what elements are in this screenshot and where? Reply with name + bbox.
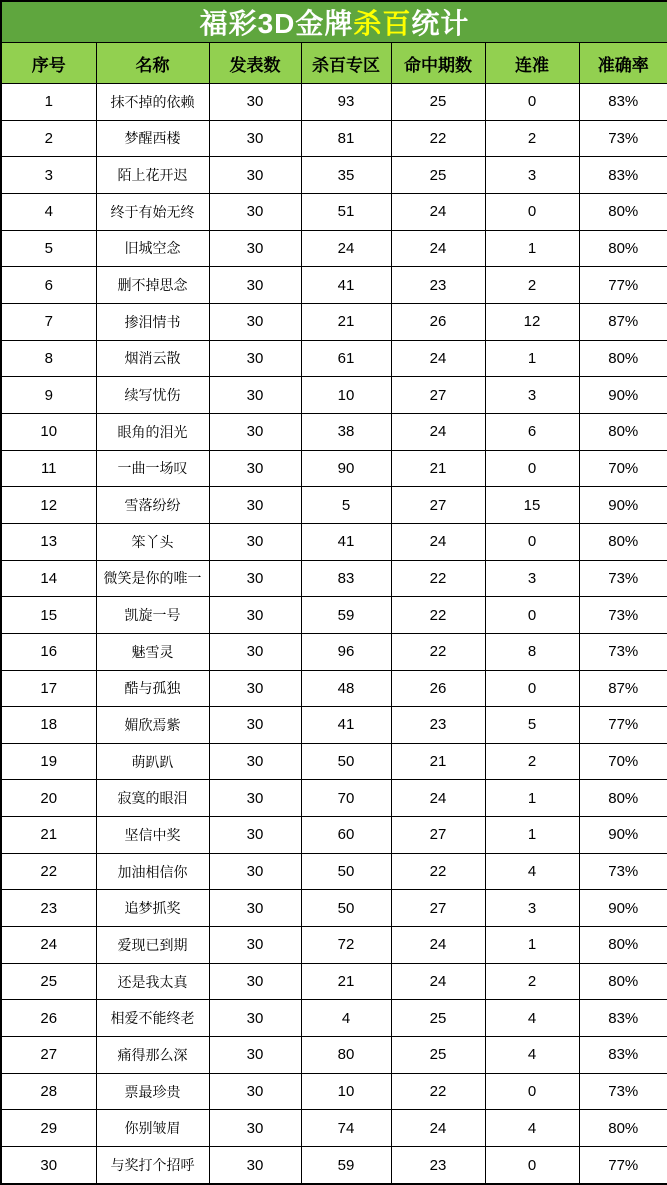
value-cell: 87% [579,303,667,340]
value-cell: 1 [485,340,579,377]
column-header-2: 发表数 [209,43,301,84]
title-prefix: 福彩3D金牌 [199,8,354,39]
value-cell: 90% [579,817,667,854]
value-cell: 30 [209,560,301,597]
value-cell: 70% [579,743,667,780]
value-cell: 4 [1,193,96,230]
value-cell: 30 [209,743,301,780]
table-row [1,450,667,487]
value-cell: 60 [301,817,391,854]
value-cell: 90 [301,450,391,487]
value-cell: 5 [485,707,579,744]
value-cell: 80% [579,780,667,817]
value-cell: 30 [209,597,301,634]
value-cell: 2 [485,963,579,1000]
value-cell: 4 [485,853,579,890]
value-cell: 27 [391,817,485,854]
value-cell: 21 [1,817,96,854]
value-cell: 24 [391,193,485,230]
column-header-4: 命中期数 [391,43,485,84]
value-cell: 30 [209,377,301,414]
value-cell: 12 [1,487,96,524]
value-cell: 83% [579,84,667,121]
table-row [1,780,667,817]
name-cell: 相爱不能终老 [96,1000,209,1037]
table-row [1,377,667,414]
table-row [1,597,667,634]
value-cell: 30 [209,890,301,927]
value-cell: 1 [485,230,579,267]
value-cell: 83 [301,560,391,597]
value-cell: 96 [301,633,391,670]
value-cell: 30 [209,523,301,560]
column-header-6: 准确率 [579,43,667,84]
value-cell: 4 [301,1000,391,1037]
value-cell: 48 [301,670,391,707]
value-cell: 1 [485,817,579,854]
value-cell: 30 [209,853,301,890]
name-cell: 票最珍贵 [96,1073,209,1110]
value-cell: 30 [209,340,301,377]
table-row [1,1037,667,1074]
value-cell: 30 [209,267,301,304]
name-cell: 痛得那么深 [96,1037,209,1074]
value-cell: 35 [301,157,391,194]
column-header-5: 连准 [485,43,579,84]
name-cell: 抹不掉的依赖 [96,84,209,121]
value-cell: 70 [301,780,391,817]
value-cell: 25 [391,157,485,194]
value-cell: 22 [391,1073,485,1110]
table-row [1,633,667,670]
table-row [1,157,667,194]
table-row [1,560,667,597]
table-row [1,707,667,744]
value-cell: 80% [579,193,667,230]
value-cell: 0 [485,193,579,230]
value-cell: 8 [1,340,96,377]
value-cell: 24 [391,780,485,817]
value-cell: 9 [1,377,96,414]
value-cell: 8 [485,633,579,670]
table-row [1,193,667,230]
value-cell: 90% [579,487,667,524]
value-cell: 30 [209,1000,301,1037]
name-cell: 笨丫头 [96,523,209,560]
value-cell: 41 [301,523,391,560]
value-cell: 81 [301,120,391,157]
value-cell: 13 [1,523,96,560]
value-cell: 26 [391,670,485,707]
value-cell: 30 [209,157,301,194]
value-cell: 30 [209,927,301,964]
value-cell: 25 [391,84,485,121]
value-cell: 22 [391,120,485,157]
value-cell: 50 [301,853,391,890]
value-cell: 30 [209,1147,301,1184]
value-cell: 73% [579,120,667,157]
value-cell: 77% [579,267,667,304]
table-row [1,890,667,927]
table-title-row [1,1,667,43]
value-cell: 27 [391,890,485,927]
value-cell: 15 [1,597,96,634]
value-cell: 83% [579,1000,667,1037]
value-cell: 23 [1,890,96,927]
value-cell: 30 [209,450,301,487]
value-cell: 2 [485,743,579,780]
value-cell: 59 [301,1147,391,1184]
name-cell: 爱现已到期 [96,927,209,964]
name-cell: 坚信中奖 [96,817,209,854]
value-cell: 80% [579,927,667,964]
value-cell: 74 [301,1110,391,1147]
value-cell: 10 [301,1073,391,1110]
value-cell: 0 [485,523,579,560]
name-cell: 删不掉思念 [96,267,209,304]
value-cell: 24 [391,413,485,450]
value-cell: 73% [579,1073,667,1110]
value-cell: 22 [391,633,485,670]
value-cell: 23 [391,267,485,304]
value-cell: 23 [391,1147,485,1184]
value-cell: 50 [301,743,391,780]
value-cell: 25 [391,1037,485,1074]
value-cell: 27 [1,1037,96,1074]
table-row [1,120,667,157]
value-cell: 90% [579,890,667,927]
value-cell: 83% [579,1037,667,1074]
table-row [1,230,667,267]
name-cell: 一曲一场叹 [96,450,209,487]
value-cell: 5 [1,230,96,267]
value-cell: 90% [579,377,667,414]
value-cell: 51 [301,193,391,230]
value-cell: 30 [209,670,301,707]
page-title [1,1,667,43]
value-cell: 73% [579,597,667,634]
value-cell: 21 [301,963,391,1000]
value-cell: 21 [301,303,391,340]
value-cell: 30 [209,707,301,744]
value-cell: 1 [1,84,96,121]
table-row [1,743,667,780]
value-cell: 30 [209,633,301,670]
table-row [1,927,667,964]
name-cell: 还是我太真 [96,963,209,1000]
value-cell: 80% [579,340,667,377]
value-cell: 0 [485,670,579,707]
table-row [1,1000,667,1037]
name-cell: 与奖打个招呼 [96,1147,209,1184]
name-cell: 寂寞的眼泪 [96,780,209,817]
value-cell: 26 [391,303,485,340]
value-cell: 83% [579,157,667,194]
name-cell: 掺泪情书 [96,303,209,340]
value-cell: 30 [209,1037,301,1074]
value-cell: 24 [391,927,485,964]
column-header-1: 名称 [96,43,209,84]
value-cell: 0 [485,1073,579,1110]
value-cell: 2 [1,120,96,157]
value-cell: 0 [485,84,579,121]
value-cell: 10 [1,413,96,450]
value-cell: 15 [485,487,579,524]
name-cell: 陌上花开迟 [96,157,209,194]
value-cell: 3 [485,157,579,194]
value-cell: 22 [391,597,485,634]
table-row [1,670,667,707]
value-cell: 2 [485,120,579,157]
name-cell: 酷与孤独 [96,670,209,707]
value-cell: 10 [301,377,391,414]
value-cell: 14 [1,560,96,597]
value-cell: 30 [209,1073,301,1110]
table-row [1,413,667,450]
value-cell: 30 [209,487,301,524]
value-cell: 30 [209,303,301,340]
value-cell: 80% [579,230,667,267]
value-cell: 70% [579,450,667,487]
table-row [1,853,667,890]
value-cell: 30 [209,1110,301,1147]
value-cell: 1 [485,780,579,817]
value-cell: 22 [391,853,485,890]
value-cell: 24 [391,230,485,267]
value-cell: 5 [301,487,391,524]
table-row [1,303,667,340]
table-row [1,84,667,121]
value-cell: 30 [209,193,301,230]
name-cell: 追梦抓奖 [96,890,209,927]
table-row [1,487,667,524]
value-cell: 24 [301,230,391,267]
title-highlight: 杀百 [353,8,412,39]
table-row [1,963,667,1000]
value-cell: 41 [301,707,391,744]
value-cell: 16 [1,633,96,670]
value-cell: 4 [485,1000,579,1037]
value-cell: 24 [391,963,485,1000]
value-cell: 22 [1,853,96,890]
name-cell: 加油相信你 [96,853,209,890]
value-cell: 0 [485,1147,579,1184]
name-cell: 你别皱眉 [96,1110,209,1147]
name-cell: 旧城空念 [96,230,209,267]
column-header-0: 序号 [1,43,96,84]
value-cell: 22 [391,560,485,597]
value-cell: 25 [1,963,96,1000]
value-cell: 0 [485,450,579,487]
value-cell: 21 [391,743,485,780]
value-cell: 4 [485,1110,579,1147]
value-cell: 73% [579,853,667,890]
value-cell: 38 [301,413,391,450]
table-row [1,1073,667,1110]
value-cell: 25 [391,1000,485,1037]
value-cell: 3 [1,157,96,194]
value-cell: 20 [1,780,96,817]
value-cell: 80% [579,413,667,450]
value-cell: 23 [391,707,485,744]
value-cell: 0 [485,597,579,634]
value-cell: 1 [485,927,579,964]
value-cell: 73% [579,560,667,597]
name-cell: 凯旋一号 [96,597,209,634]
value-cell: 30 [1,1147,96,1184]
name-cell: 魅雪灵 [96,633,209,670]
value-cell: 11 [1,450,96,487]
value-cell: 19 [1,743,96,780]
value-cell: 29 [1,1110,96,1147]
name-cell: 烟消云散 [96,340,209,377]
value-cell: 6 [1,267,96,304]
table-row [1,267,667,304]
name-cell: 续写忧伤 [96,377,209,414]
value-cell: 30 [209,413,301,450]
value-cell: 17 [1,670,96,707]
table-row [1,817,667,854]
value-cell: 2 [485,267,579,304]
value-cell: 27 [391,377,485,414]
value-cell: 30 [209,963,301,1000]
value-cell: 80% [579,1110,667,1147]
value-cell: 80% [579,523,667,560]
value-cell: 87% [579,670,667,707]
value-cell: 6 [485,413,579,450]
value-cell: 77% [579,1147,667,1184]
value-cell: 12 [485,303,579,340]
value-cell: 59 [301,597,391,634]
value-cell: 30 [209,120,301,157]
name-cell: 梦醒西楼 [96,120,209,157]
value-cell: 26 [1,1000,96,1037]
value-cell: 24 [391,340,485,377]
value-cell: 21 [391,450,485,487]
value-cell: 50 [301,890,391,927]
table-row [1,1147,667,1184]
value-cell: 24 [391,1110,485,1147]
value-cell: 30 [209,230,301,267]
value-cell: 3 [485,560,579,597]
value-cell: 30 [209,84,301,121]
name-cell: 媚欣焉紫 [96,707,209,744]
value-cell: 18 [1,707,96,744]
value-cell: 30 [209,780,301,817]
column-header-3: 杀百专区 [301,43,391,84]
name-cell: 微笑是你的唯一 [96,560,209,597]
name-cell: 萌趴趴 [96,743,209,780]
value-cell: 41 [301,267,391,304]
value-cell: 4 [485,1037,579,1074]
value-cell: 80 [301,1037,391,1074]
value-cell: 28 [1,1073,96,1110]
value-cell: 3 [485,377,579,414]
value-cell: 24 [391,523,485,560]
value-cell: 93 [301,84,391,121]
value-cell: 27 [391,487,485,524]
name-cell: 雪落纷纷 [96,487,209,524]
value-cell: 77% [579,707,667,744]
table-row [1,1110,667,1147]
value-cell: 61 [301,340,391,377]
value-cell: 72 [301,927,391,964]
column-header-row [1,43,667,84]
table-row [1,340,667,377]
value-cell: 30 [209,817,301,854]
table-row [1,523,667,560]
name-cell: 终于有始无终 [96,193,209,230]
name-cell: 眼角的泪光 [96,413,209,450]
value-cell: 7 [1,303,96,340]
title-suffix: 统计 [411,8,470,39]
value-cell: 80% [579,963,667,1000]
value-cell: 24 [1,927,96,964]
value-cell: 3 [485,890,579,927]
value-cell: 73% [579,633,667,670]
table-body [1,84,667,1185]
